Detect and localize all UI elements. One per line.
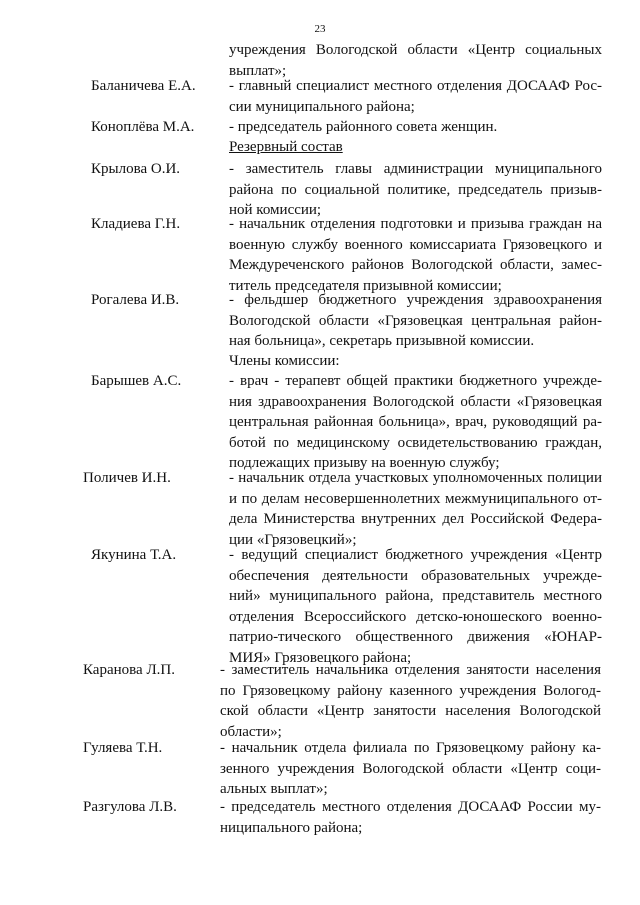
role-line: и по делам несовершеннолетних межмуниципального от- [229, 490, 602, 507]
role-line: - председатель районного совета женщин. [229, 119, 498, 135]
member-name: Барышев А.С. [91, 373, 182, 389]
member-name: Крылова О.И. [91, 161, 181, 177]
member-name: Разгулова Л.В. [83, 799, 177, 815]
role-line: - заместитель начальника отделения занятости населения [220, 662, 601, 678]
role-line: - главный специалист местного отделения ДОСААФ Рос- [229, 78, 602, 94]
member-name: Каранова Л.П. [83, 662, 175, 678]
role-line: - начальник отделения подготовки и призыва граждан на [229, 216, 602, 232]
member-role [220, 660, 601, 742]
role-line: патрио-тического общественного движения «ЮНАР- [229, 629, 602, 645]
intro-line: учреждения Вологодской области «Центр социальных [229, 42, 602, 58]
role-line: ской области «Центр занятости населения Вологодской [220, 703, 601, 719]
role-line: зенного учреждения Вологодской области «Центр соци- [220, 760, 601, 777]
role-line: - фельдшер бюджетного учреждения здравоохранения [229, 292, 602, 308]
page-number: 23 [314, 23, 326, 35]
member-name: Гуляева Т.Н. [83, 740, 163, 756]
member-role [229, 290, 602, 352]
role-line: Вологодской области «Грязовецкая центральная район- [229, 312, 602, 329]
member-name: Поличев И.Н. [83, 470, 171, 486]
member-name: Якунина Т.А. [91, 547, 177, 563]
role-line: сии муниципального района; [229, 98, 415, 115]
role-line: - заместитель главы администрации муниципального [229, 161, 602, 177]
role-line: ции «Грязовецкий»; [229, 531, 357, 548]
role-line: ниципального района; [220, 819, 363, 836]
member-role [220, 797, 601, 838]
role-line: - председатель местного отделения ДОСААФ России му- [220, 799, 601, 815]
member-role [220, 738, 601, 800]
role-line: - врач - терапевт общей практики бюджетного учрежде- [229, 373, 602, 389]
member-role [229, 214, 602, 296]
members-heading: Члены комиссии: [229, 353, 340, 369]
role-line: ний» муниципального района, представитель местного [229, 588, 602, 604]
role-line: - начальник отдела участковых уполномоченных полиции [229, 470, 602, 486]
role-line: подлежащих призыву на военную службу; [229, 455, 500, 471]
role-line: - начальник отдела филиала по Грязовецкому району ка- [220, 740, 601, 756]
member-role [229, 371, 602, 474]
role-line: титель председателя призывной комиссии; [229, 277, 502, 294]
member-name: Коноплёва М.А. [91, 119, 195, 135]
role-line: альных выплат»; [220, 781, 328, 797]
member-role [229, 117, 602, 138]
role-line: МИЯ» Грязовецкого района; [229, 649, 412, 666]
role-line: ная больница», секретарь призывной комиссии. [229, 333, 535, 349]
role-line: - ведущий специалист бюджетного учреждения «Центр [229, 547, 602, 563]
role-line: дела Министерства внутренних дел Российской Федера- [229, 511, 602, 527]
role-line: военную службу военного комиссариата Грязовецкого и [229, 236, 602, 253]
member-role [229, 76, 602, 117]
member-role [229, 545, 602, 668]
role-line: района по социальной политике, председатель призыв- [229, 181, 602, 198]
role-line: области»; [220, 723, 282, 740]
member-name: Рогалева И.В. [91, 292, 180, 308]
reserve-heading: Резервный состав [229, 139, 343, 155]
role-line: отделения Всероссийского детско-юношеского военно- [229, 608, 602, 625]
role-line: ной комиссии; [229, 202, 322, 218]
intro-text [229, 40, 602, 81]
role-line: Междуреченского районов Вологодской области, замес- [229, 257, 602, 273]
member-name: Баланичева Е.А. [91, 78, 196, 94]
role-line: обеспечения деятельности образовательных учрежде- [229, 567, 602, 584]
role-line: ния здравоохранения Вологодской области «Грязовецкая [229, 393, 602, 410]
member-name: Кладиева Г.Н. [91, 216, 181, 232]
intro-line: выплат»; [229, 62, 287, 79]
role-line: ботой по медицинскому освидетельствованию граждан, [229, 434, 602, 451]
role-line: центральная районная больница», врач, руководящий ра- [229, 414, 602, 430]
role-line: по Грязовецкому району казенного учреждения Вологод- [220, 682, 601, 699]
member-role [229, 159, 602, 221]
member-role [229, 468, 602, 550]
